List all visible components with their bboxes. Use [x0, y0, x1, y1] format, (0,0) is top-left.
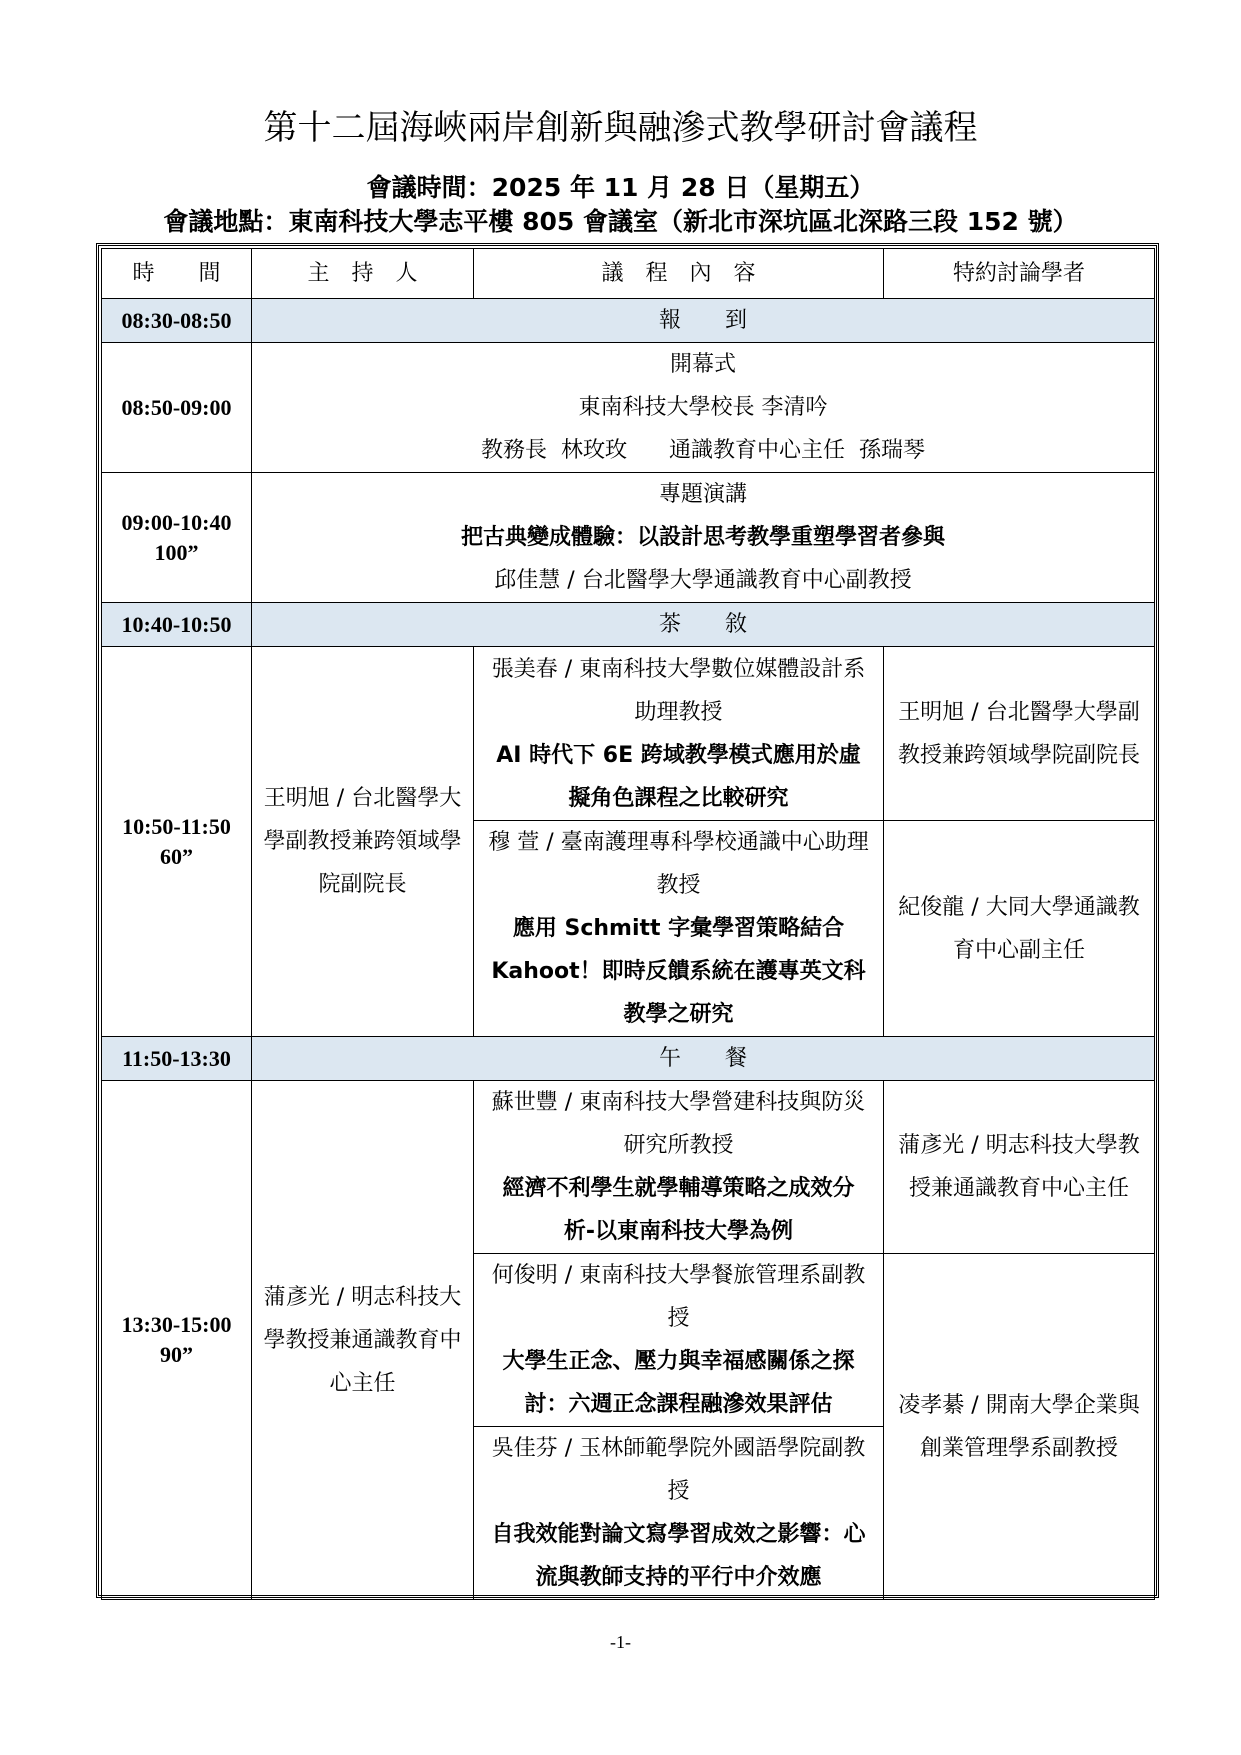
talk-topic: 自我效能對論文寫學習成效之影響：心流與教師支持的平行中介效應	[491, 1522, 866, 1590]
discussant-name: 蒲彥光 / 明志科技大學教授兼通識教育中心主任	[898, 1133, 1140, 1201]
tea-label: 茶 敘	[252, 603, 1155, 647]
talk-topic: 經濟不利學生就學輔導策略之成效分析-以東南科技大學為例	[502, 1176, 855, 1244]
header-time: 時 間	[102, 249, 252, 299]
talk-cell	[474, 1081, 884, 1254]
talk-speaker: 張美春 / 東南科技大學數位媒體設計系助理教授	[491, 656, 866, 725]
table-row	[102, 343, 1155, 473]
discussant-name: 凌孝綦 / 開南大學企業與創業管理學系副教授	[898, 1392, 1140, 1461]
host-name: 王明旭 / 台北醫學大學副教授兼跨領域學院副院長	[263, 786, 462, 897]
header-row	[102, 249, 1155, 299]
host-cell	[252, 1081, 474, 1600]
meeting-time: 會議時間：2025 年 11 月 28 日（星期五）	[366, 173, 875, 202]
talk-cell	[474, 1254, 884, 1427]
keynote-topic: 把古典變成體驗：以設計思考教學重塑學習者參與	[460, 525, 945, 550]
checkin-label: 報 到	[252, 299, 1155, 343]
duration: 60”	[160, 843, 193, 869]
header-host: 主 持 人	[252, 249, 474, 299]
talk-topic: 大學生正念、壓力與幸福感關係之探討：六週正念課程融滲效果評估	[502, 1349, 855, 1417]
table-row	[102, 299, 1155, 343]
talk-topic: AI 時代下 6E 跨域教學模式應用於虛擬角色課程之比較研究	[496, 742, 861, 811]
time-cell: 10:40-10:50	[102, 603, 252, 647]
table-row	[102, 473, 1155, 603]
table-row	[102, 647, 1155, 821]
header-content: 議 程 內 容	[474, 249, 884, 299]
talk-topic: 應用 Schmitt 字彙學習策略結合 Kahoot！即時反饋系統在護專英文科教學之研究	[491, 916, 866, 1027]
host-name: 蒲彥光 / 明志科技大學教授兼通識教育中心主任	[263, 1284, 462, 1396]
table-row	[102, 603, 1155, 647]
time-range: 09:00-10:40	[121, 509, 232, 535]
discussant-cell	[884, 647, 1155, 821]
time-range: 10:50-11:50	[122, 813, 231, 839]
keynote-cell	[252, 473, 1155, 603]
talk-cell	[474, 647, 884, 821]
duration: 90”	[160, 1342, 193, 1367]
opening-cell	[252, 343, 1155, 473]
discussant-cell	[884, 821, 1155, 1037]
talk-speaker: 何俊明 / 東南科技大學餐旅管理系副教授	[491, 1263, 866, 1331]
opening-president: 東南科技大學校長 李清吟	[578, 395, 828, 420]
meeting-place: 會議地點：東南科技大學志平樓 805 會議室（新北市深坑區北深路三段 152 號）	[163, 207, 1078, 236]
time-cell: 08:50-09:00	[102, 343, 252, 473]
agenda-table	[101, 248, 1155, 1600]
host-cell	[252, 647, 474, 1037]
keynote-label: 專題演講	[658, 482, 747, 507]
talk-speaker: 吳佳芬 / 玉林師範學院外國語學院副教授	[491, 1436, 866, 1504]
opening-label: 開幕式	[669, 352, 736, 377]
time-range: 13:30-15:00	[121, 1312, 232, 1337]
talk-cell	[474, 821, 884, 1037]
lunch-label: 午 餐	[252, 1037, 1155, 1081]
discussant-cell	[884, 1081, 1155, 1254]
talk-cell	[474, 1427, 884, 1600]
time-cell	[102, 473, 252, 603]
talk-speaker: 蘇世豐 / 東南科技大學營建科技與防災研究所教授	[491, 1090, 866, 1158]
time-cell	[102, 647, 252, 1037]
time-cell: 11:50-13:30	[102, 1037, 252, 1081]
time-cell	[102, 1081, 252, 1600]
page-title: 第十二屆海峽兩岸創新與融滲式教學研討會議程	[263, 108, 978, 148]
duration: 100”	[154, 539, 199, 565]
time-cell: 08:30-08:50	[102, 299, 252, 343]
opening-officials: 教務長 林玫玫 通識教育中心主任 孫瑞琴	[481, 438, 925, 463]
header-discussant: 特約討論學者	[884, 249, 1155, 299]
table-row	[102, 1037, 1155, 1081]
keynote-speaker: 邱佳慧 / 台北醫學大學通識教育中心副教授	[494, 568, 912, 593]
talk-speaker: 穆 萱 / 臺南護理專科學校通識中心助理教授	[488, 830, 869, 898]
discussant-name: 王明旭 / 台北醫學大學副教授兼跨領域學院副院長	[898, 699, 1141, 768]
discussant-name: 紀俊龍 / 大同大學通識教育中心副主任	[898, 894, 1140, 963]
discussant-cell	[884, 1254, 1155, 1600]
page-number: -1-	[610, 1632, 631, 1652]
table-row	[102, 1081, 1155, 1254]
